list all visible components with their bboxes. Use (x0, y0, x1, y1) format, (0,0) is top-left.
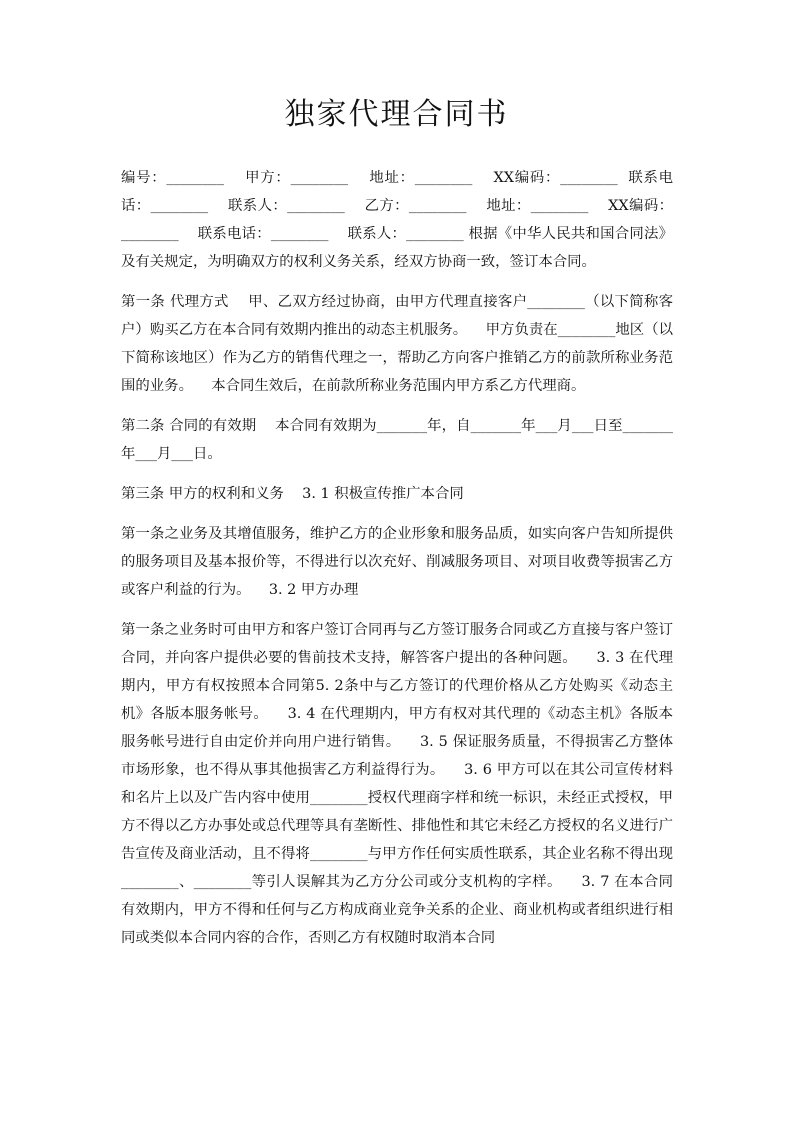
paragraph-gap (121, 508, 673, 520)
paragraph-3-2: 第一条之业务时可由甲方和客户签订合同再与乙方签订服务合同或乙方直接与客户签订合同，并向客户提供必要的售前技术支持，解答客户提出的各种问题。 3. 3 在代理期内，甲方有权按照本合同第5. 2条中与乙方签订的代理价格从乙方处购买《动态主机》各版本服务帐号。 3. 4 在代理期内，甲方有权对其代理的《动态主机》各版本服务帐号进行自由定价并向用户进行销售。 3. 5 保证服务质量，不得损害乙方整体市场形象，也不得从事其他损害乙方利益得行为。 3. 6 甲方可以在其公司宣传材料和名片上以及广告内容中使用________授权代理商字样和统一标识，未经正式授权，甲方不得以乙方办事处或总代理等具有垄断性、排他性和其它未经乙方授权的名义进行广告宣传及商业活动，且不得将________与甲方作任何实质性联系，其企业名称不得出现________、________等引人误解其为乙方分公司或分支机构的字样。 3. 7 在本合同有效期内，甲方不得和任何与乙方构成商业竞争关系的企业、商业机构或者组织进行相同或类似本合同内容的合作，否则乙方有权随时取消本合同 (121, 622, 673, 946)
document-title: 独家代理合同书 (284, 97, 509, 132)
document-body (121, 164, 673, 952)
paragraph-gap (121, 400, 673, 412)
paragraph-gap (121, 604, 673, 616)
article-2: 第二条 合同的有效期 本合同有效期为_______年，自_______年___月___日至_______年___月___日。 (121, 418, 673, 462)
header-block: 编号：________ 甲方：________ 地址：________ XX编码：________ 联系电话：________ 联系人：________ 乙方：________ 地址：________ XX编码：________ 联系电话：________ 联系人：________ 根据《中华人民共和国合同法》及有关规定，为明确双方的权利义务关系，经双方协商一致，签订本合同。 (121, 170, 673, 270)
paragraph-3-1: 第一条之业务及其增值服务，维护乙方的企业形象和服务品质，如实向客户告知所提供的服务项目及基本报价等，不得进行以次充好、削减服务项目、对项目收费等损害乙方或客户利益的行为。 3. 2 甲方办理 (121, 526, 673, 598)
paragraph-gap (121, 468, 673, 480)
article-1: 第一条 代理方式 甲、乙双方经过协商，由甲方代理直接客户________（以下简称客户）购买乙方在本合同有效期内推出的动态主机服务。 甲方负责在________地区（以下简称该地区）作为乙方的销售代理之一，帮助乙方向客户推销乙方的前款所称业务范围的业务。 本合同生效后，在前款所称业务范围内甲方系乙方代理商。 (121, 294, 673, 394)
paragraph-gap (121, 276, 673, 288)
article-3: 第三条 甲方的权利和义务 3. 1 积极宣传推广本合同 (121, 486, 464, 502)
